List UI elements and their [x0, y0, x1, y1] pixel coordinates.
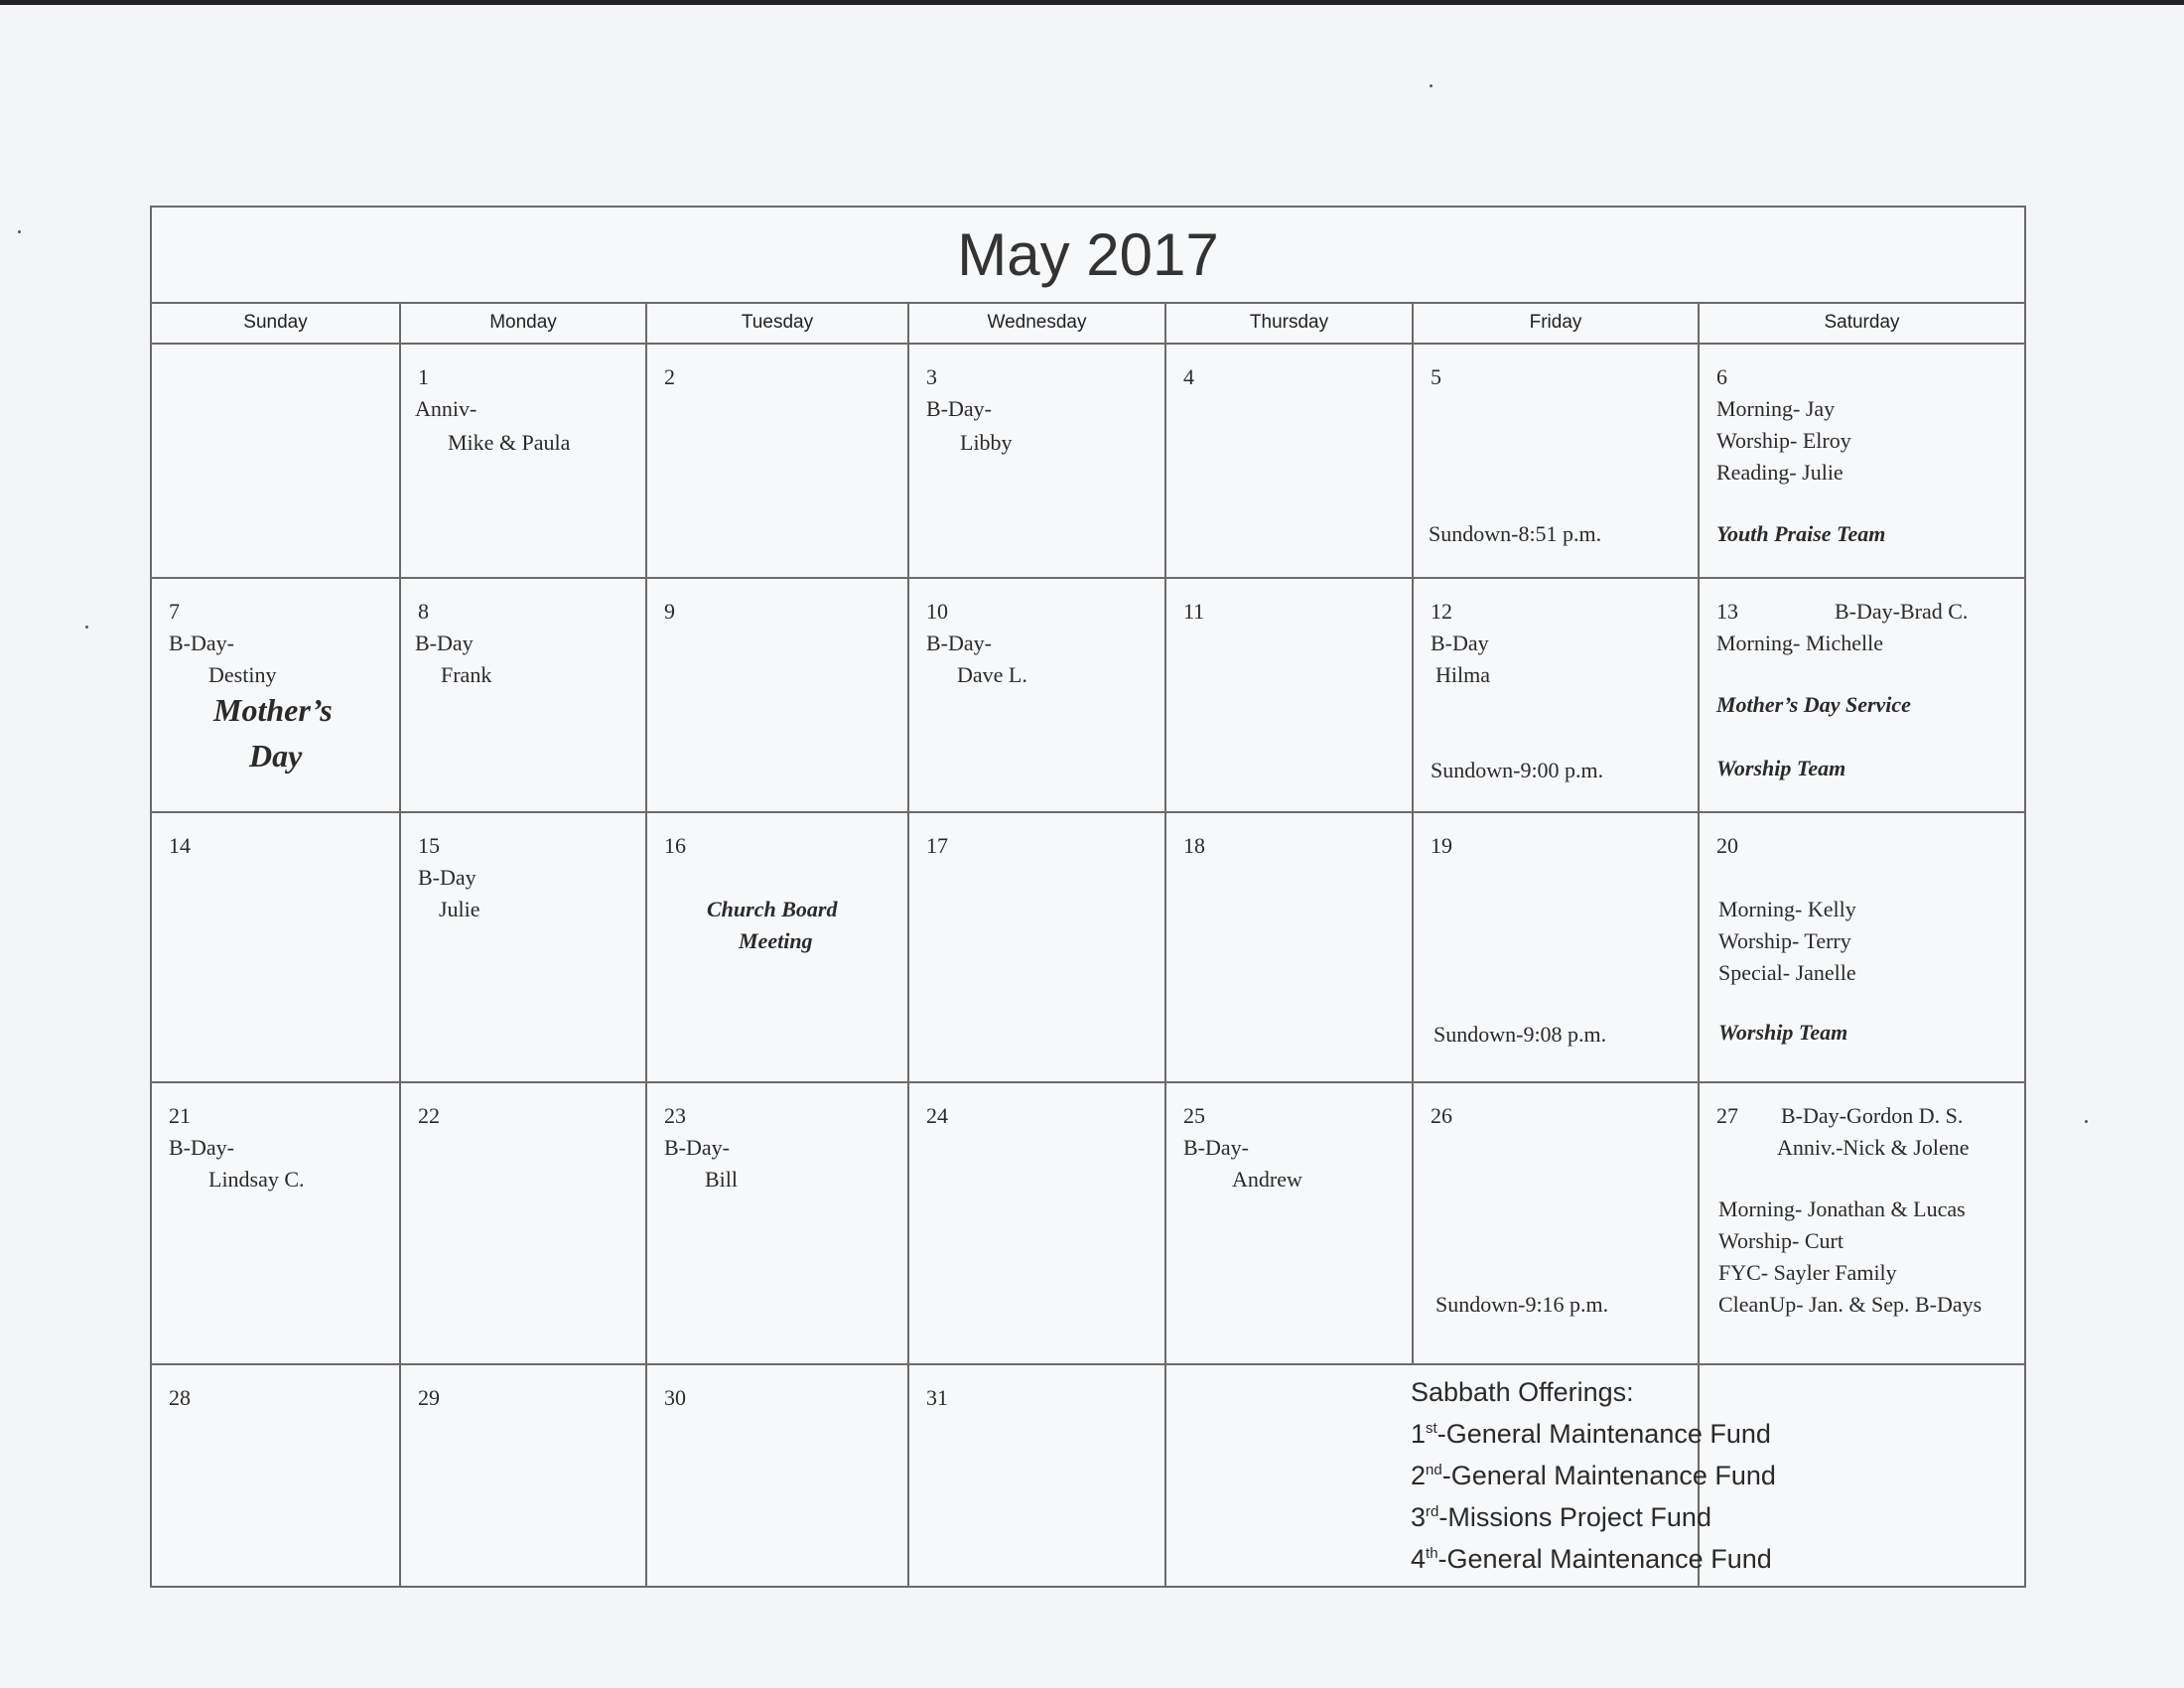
offering-item: 1st-General Maintenance Fund: [1411, 1419, 1771, 1449]
day-number: 28: [169, 1385, 191, 1410]
day-cell-14: [152, 813, 401, 1083]
sundown-time: Sundown-9:00 p.m.: [1431, 758, 1604, 782]
weekday-monday: Monday: [401, 302, 647, 345]
special-assignment: Special- Janelle: [1718, 960, 1856, 985]
reading-assignment: Reading- Julie: [1716, 460, 1843, 485]
day-number: 25: [1183, 1103, 1205, 1128]
birthday-label: B-Day-: [169, 631, 234, 655]
meeting-label: Meeting: [739, 928, 813, 953]
day-cell-5: [1414, 345, 1700, 579]
weekday-tuesday: Tuesday: [647, 302, 909, 345]
day-number: 8: [418, 599, 429, 624]
scan-edge: [0, 0, 2184, 5]
day-cell-29: [401, 1365, 647, 1586]
day-cell-15: [401, 813, 647, 1083]
service-label: Mother’s Day Service: [1716, 692, 1911, 717]
day-cell-2: [647, 345, 909, 579]
birthday-name: Lindsay C.: [208, 1167, 305, 1192]
day-cell-26: [1414, 1083, 1700, 1365]
day-number: 17: [926, 833, 948, 858]
day-cell-12: [1414, 579, 1700, 813]
birthday-label: B-Day-: [926, 396, 992, 421]
birthday-name: Destiny: [208, 662, 277, 687]
day-number: 3: [926, 364, 937, 389]
day-number: 14: [169, 833, 191, 858]
day-number: 11: [1183, 599, 1205, 624]
day-number: 15: [418, 833, 440, 858]
day-cell-27: [1700, 1083, 2024, 1365]
scan-speck: [2085, 1120, 2088, 1123]
holiday-label: Mother’s: [213, 692, 333, 728]
birthday-name: Dave L.: [957, 662, 1027, 687]
birthday-label: B-Day-Gordon D. S.: [1781, 1103, 1964, 1128]
day-number: 23: [664, 1103, 686, 1128]
birthday-label: B-Day-: [664, 1135, 730, 1160]
birthday-name: Hilma: [1435, 662, 1490, 687]
day-cell-13: [1700, 579, 2024, 813]
day-cell-16: [647, 813, 909, 1083]
weekday-thursday: Thursday: [1166, 302, 1414, 345]
fyc-assignment: FYC- Sayler Family: [1718, 1260, 1897, 1285]
day-number: 18: [1183, 833, 1205, 858]
morning-assignment: Morning- Jay: [1716, 396, 1836, 421]
cleanup-assignment: CleanUp- Jan. & Sep. B-Days: [1718, 1292, 1982, 1317]
anniversary-names: Mike & Paula: [448, 430, 571, 455]
day-cell-1: [401, 345, 647, 579]
birthday-name: Julie: [439, 897, 480, 921]
weekday-friday: Friday: [1414, 302, 1700, 345]
scan-speck: [85, 626, 88, 629]
weekday-sunday: Sunday: [152, 302, 401, 345]
offering-item: 2nd-General Maintenance Fund: [1411, 1461, 1776, 1490]
day-number: 20: [1716, 833, 1738, 858]
birthday-name: Libby: [960, 430, 1013, 455]
day-cell-6: [1700, 345, 2024, 579]
day-cell-10: [909, 579, 1166, 813]
offering-item: 4th-General Maintenance Fund: [1411, 1544, 1772, 1574]
birthday-label: B-Day: [1431, 631, 1489, 655]
day-cell-3: [909, 345, 1166, 579]
day-number: 19: [1431, 833, 1452, 858]
day-cell-21: [152, 1083, 401, 1365]
anniversary-label: Anniv.-Nick & Jolene: [1777, 1135, 1970, 1160]
day-number: 12: [1431, 599, 1452, 624]
day-number: 29: [418, 1385, 440, 1410]
day-cell-31: [909, 1365, 1166, 1586]
calendar: [150, 206, 2026, 1588]
day-cell-empty: [152, 345, 401, 579]
day-number: 24: [926, 1103, 948, 1128]
sabbath-offerings-box: [1166, 1365, 1776, 1586]
day-number: 31: [926, 1385, 948, 1410]
day-cell-8: [401, 579, 647, 813]
sundown-time: Sundown-8:51 p.m.: [1429, 521, 1602, 546]
offerings-heading: Sabbath Offerings:: [1411, 1377, 1634, 1407]
day-number: 21: [169, 1103, 191, 1128]
morning-assignment: Morning- Jonathan & Lucas: [1718, 1196, 1966, 1221]
weekday-saturday: Saturday: [1700, 302, 2024, 345]
day-cell-11: [1166, 579, 1414, 813]
birthday-label: B-Day-: [926, 631, 992, 655]
scan-speck: [1430, 84, 1433, 87]
birthday-label: B-Day: [415, 631, 474, 655]
offering-item: 3rd-Missions Project Fund: [1411, 1502, 1711, 1532]
day-cell-4: [1166, 345, 1414, 579]
day-cell-22: [401, 1083, 647, 1365]
morning-assignment: Morning- Kelly: [1718, 897, 1856, 921]
day-number: 6: [1716, 364, 1727, 389]
day-cell-7: [152, 579, 401, 813]
anniversary-label: Anniv-: [415, 396, 478, 421]
day-number: 5: [1431, 364, 1441, 389]
birthday-label: B-Day-: [1183, 1135, 1249, 1160]
worship-assignment: Worship- Curt: [1718, 1228, 1843, 1253]
weekday-wednesday: Wednesday: [909, 302, 1166, 345]
day-cell-empty: [1700, 1365, 2024, 1586]
day-cell-23: [647, 1083, 909, 1365]
day-cell-18: [1166, 813, 1414, 1083]
birthday-label: B-Day-Brad C.: [1835, 599, 1969, 624]
day-number: 16: [664, 833, 686, 858]
sundown-time: Sundown-9:08 p.m.: [1433, 1022, 1607, 1047]
day-number: 22: [418, 1103, 440, 1128]
birthday-name: Frank: [441, 662, 492, 687]
day-number: 2: [664, 364, 675, 389]
birthday-name: Bill: [705, 1167, 739, 1192]
day-number: 10: [926, 599, 948, 624]
day-cell-30: [647, 1365, 909, 1586]
day-number: 7: [169, 599, 180, 624]
day-cell-28: [152, 1365, 401, 1586]
day-cell-9: [647, 579, 909, 813]
day-cell-25: [1166, 1083, 1414, 1365]
team-label: Youth Praise Team: [1716, 521, 1886, 546]
day-number: 13: [1716, 599, 1738, 624]
day-cell-19: [1414, 813, 1700, 1083]
day-number: 26: [1431, 1103, 1452, 1128]
sundown-time: Sundown-9:16 p.m.: [1435, 1292, 1609, 1317]
team-label: Worship Team: [1716, 756, 1846, 780]
meeting-label: Church Board: [707, 897, 838, 921]
day-cell-20: [1700, 813, 2024, 1083]
day-cell-17: [909, 813, 1166, 1083]
team-label: Worship Team: [1718, 1020, 1848, 1045]
worship-assignment: Worship- Elroy: [1716, 428, 1851, 453]
worship-assignment: Worship- Terry: [1718, 928, 1851, 953]
birthday-label: B-Day: [418, 865, 477, 890]
day-number: 9: [664, 599, 675, 624]
calendar-title: May 2017: [152, 208, 2024, 304]
holiday-label: Day: [249, 738, 303, 774]
scan-speck: [18, 230, 21, 233]
morning-assignment: Morning- Michelle: [1716, 631, 1884, 655]
birthday-name: Andrew: [1232, 1167, 1302, 1192]
day-cell-24: [909, 1083, 1166, 1365]
day-number: 4: [1183, 364, 1194, 389]
day-number: 30: [664, 1385, 686, 1410]
day-number: 1: [418, 364, 429, 389]
day-number: 27: [1716, 1103, 1738, 1128]
birthday-label: B-Day-: [169, 1135, 234, 1160]
